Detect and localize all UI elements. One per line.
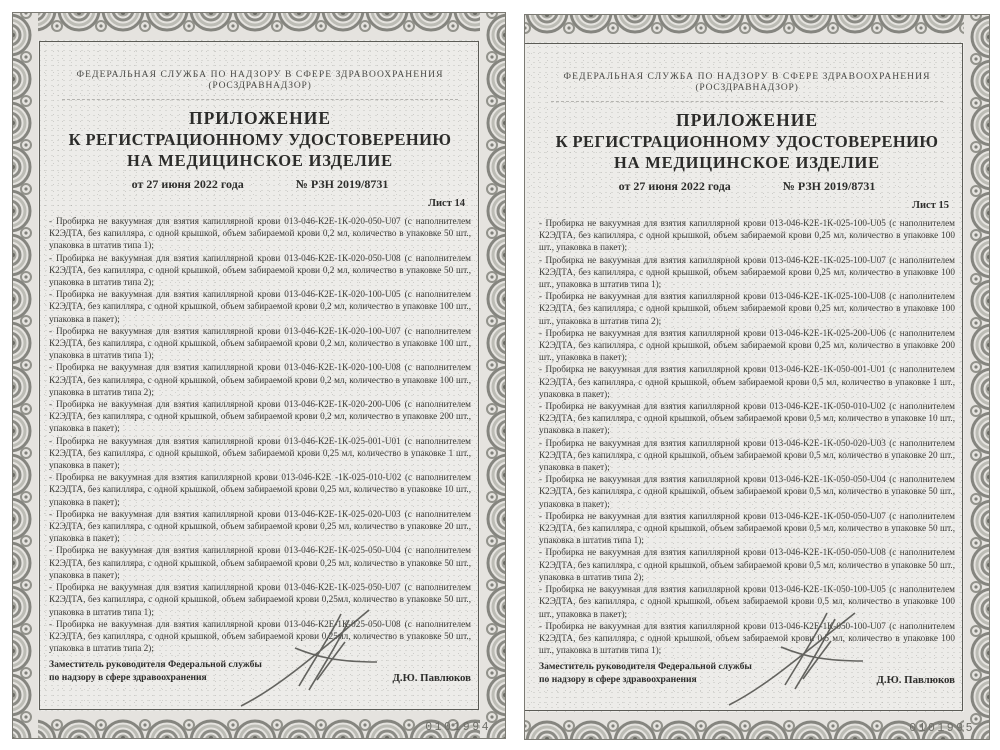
- signature-role-line1: Заместитель руководителя Федеральной службы: [539, 661, 752, 673]
- list-item: - Пробирка не вакуумная для взятия капиллярной крови 013-046-К2Е-1К-050-100-U05 (с наполнителем К2ЭДТА, без капилляра, с одной крышкой, объем забираемой крови 0,5 мл, количество в упаковке 100 шт., упаковка в пакет);: [539, 584, 955, 619]
- certificate-page-14: [12, 12, 506, 739]
- list-item: - Пробирка не вакуумная для взятия капиллярной крови 013-046-К2Е-1К-025-100-U08 (с наполнителем К2ЭДТА, без капилляра, с одной крышкой, объем забираемой крови 0,25 мл, количество в упаковке 100 шт., упаковка в штатив типа 2);: [539, 291, 955, 326]
- items-list: [49, 215, 471, 654]
- list-item: - Пробирка не вакуумная для взятия капиллярной крови 013-046-К2Е-1К-020-100-U05 (с наполнителем К2ЭДТА, без капилляра, с одной крышкой, объем забираемой крови 0,2 мл, количество в упаковке 100 шт., упаковка в пакет);: [49, 289, 471, 324]
- registration-number: № РЗН 2019/8731: [782, 179, 876, 193]
- list-item: - Пробирка не вакуумная для взятия капиллярной крови 013-046-К2Е-1К-025-050-U08 (с наполнителем К2ЭДТА, без капилляра, с одной крышкой, объем забираемой крови 0,25мл, количество в упаковке 50 шт., упаковка в штатив типа 2);: [49, 618, 471, 654]
- list-item: - Пробирка не вакуумная для взятия капиллярной крови 013-046-К2Е-1К-020-050-U08 (с наполнителем К2ЭДТА, без капилляра, с одной крышкой, объем забираемой крови 0,2 мл, количество в упаковке 50 шт., упаковка в штатив типа 2);: [49, 252, 471, 288]
- signature-role-line2: по надзору в сфере здравоохранения: [539, 673, 697, 685]
- list-item: - Пробирка не вакуумная для взятия капиллярной крови 013-046-К2Е-1К-025-100-U05 (с наполнителем К2ЭДТА, без капилляра, с одной крышкой, объем забираемой крови 0,25 мл, количество в упаковке 100 шт., упаковка в пакет);: [539, 218, 955, 253]
- divider-line: [62, 99, 459, 100]
- guilloche-border-left: [13, 13, 38, 738]
- signature-role-line1: Заместитель руководителя Федеральной службы: [49, 659, 262, 671]
- list-item: - Пробирка не вакуумная для взятия капиллярной крови 013-046-К2Е-1К-020-200-U06 (с наполнителем К2ЭДТА, без капилляра, с одной крышкой, объем забираемой крови 0,2 мл, количество в упаковке 200 шт., упаковка в пакет);: [49, 399, 471, 434]
- list-item: - Пробирка не вакуумная для взятия капиллярной крови 013-046-К2Е-1К-050-050-U07 (с наполнителем К2ЭДТА, без капилляра, с одной крышкой, объем забираемой крови 0,5 мл, количество в упаковке 50 шт., упаковка в штатив типа 1);: [539, 510, 955, 546]
- issue-date: от 27 июня 2022 года: [618, 179, 731, 193]
- list-item: - Пробирка не вакуумная для взятия капиллярной крови 013-046-К2Е-1К-025-001-U01 (с наполнителем К2ЭДТА, без капилляра, с одной крышкой, объем забираемой крови 0,25 мл, количество в упаковке 1 шт., упаковка в пакет);: [49, 435, 471, 471]
- serial-number: 0101995: [909, 722, 975, 735]
- list-item: - Пробирка не вакуумная для взятия капиллярной крови 013-046-К2Е-1К-025-050-U04 (с наполнителем К2ЭДТА, без капилляра, с одной крышкой, объем забираемой крови 0,25 мл, количество в упаковке 50 шт., упаковка в пакет);: [49, 545, 471, 580]
- doc-title-line2: К РЕГИСТРАЦИОННОМУ УДОСТОВЕРЕНИЮ: [68, 130, 452, 149]
- list-item: - Пробирка не вакуумная для взятия капиллярной крови 013-046-К2Е-1К-020-050-U07 (с наполнителем К2ЭДТА, без капилляра, с одной крышкой, объем забираемой крови 0,2 мл, количество в упаковке 50 шт., упаковка в штатив типа 1);: [49, 216, 471, 251]
- list-item: - Пробирка не вакуумная для взятия капиллярной крови 013-046-К2Е-1К-020-100-U08 (с наполнителем К2ЭДТА, без капилляра, с одной крышкой, объем забираемой крови 0,2 мл, количество в упаковке 100 шт., упаковка в штатив типа 2);: [49, 362, 471, 397]
- list-item: - Пробирка не вакуумная для взятия капиллярной крови 013-046-К2Е-1К-020-100-U07 (с наполнителем К2ЭДТА, без капилляра, с одной крышкой, объем забираемой крови 0,2 мл, количество в упаковке 100 шт., упаковка в штатив типа 1);: [49, 325, 471, 361]
- signature-role-line2: по надзору в сфере здравоохранения: [49, 671, 207, 683]
- list-item: - Пробирка не вакуумная для взятия капиллярной крови 013-046-К2Е-1К-025-050-U07 (с наполнителем К2ЭДТА, без капилляра, с одной крышкой, объем забираемой крови 0,25мл, количество в упаковке 50 шт., упаковка в штатив типа 1);: [49, 582, 471, 617]
- list-item: - Пробирка не вакуумная для взятия капиллярной крови 013-046-К2Е-1К-050-001-U01 (с наполнителем К2ЭДТА, без капилляра, с одной крышкой, объем забираемой крови 0,5 мл, количество в упаковке 1 шт., упаковка в пакет);: [539, 364, 955, 399]
- certificate-page-15: [524, 14, 990, 740]
- registration-number: № РЗН 2019/8731: [295, 177, 389, 191]
- signatory-name: Д.Ю. Павлюков: [876, 674, 955, 687]
- list-item: - Пробирка не вакуумная для взятия капиллярной крови 013-046-К2Е-1К-025-200-U06 (с наполнителем К2ЭДТА, без капилляра, с одной крышкой, объем забираемой крови 0,25 мл, количество в упаковке 200 шт., упаковка в пакет);: [539, 327, 955, 363]
- divider-line: [551, 101, 942, 102]
- guilloche-border-top: [13, 13, 505, 40]
- list-item: - Пробирка не вакуумная для взятия капиллярной крови 013-046-К2Е-1К-050-010-U02 (с наполнителем К2ЭДТА, без капилляра, с одной крышкой, объем забираемой крови 0,5 мл, количество в упаковке 10 шт., упаковка в пакет);: [539, 401, 955, 436]
- agency-short-name: (РОСЗДРАВНАДЗОР): [208, 81, 312, 91]
- doc-title-line1: ПРИЛОЖЕНИЕ: [188, 108, 331, 128]
- doc-title-line3: НА МЕДИЦИНСКОЕ ИЗДЕЛИЕ: [614, 153, 880, 172]
- guilloche-border-right: [480, 13, 505, 738]
- doc-title-line3: НА МЕДИЦИНСКОЕ ИЗДЕЛИЕ: [127, 151, 393, 170]
- items-list: [539, 217, 955, 656]
- sheet-number: Лист 15: [912, 200, 949, 211]
- list-item: - Пробирка не вакуумная для взятия капиллярной крови 013-046-К2Е-1К-050-050-U08 (с наполнителем К2ЭДТА, без капилляра, с одной крышкой, объем забираемой крови 0,5 мл, количество в упаковке 50 шт., упаковка в штатив типа 2);: [539, 547, 955, 582]
- doc-title-line2: К РЕГИСТРАЦИОННОМУ УДОСТОВЕРЕНИЮ: [555, 132, 939, 151]
- list-item: - Пробирка не вакуумная для взятия капиллярной крови 013-046-К2Е-1К-025-020-U03 (с наполнителем К2ЭДТА, без капилляра, с одной крышкой, объем забираемой крови 0,25 мл, количество в упаковке 20 шт., упаковка в пакет);: [49, 508, 471, 544]
- serial-number: 0101994: [425, 721, 491, 734]
- list-item: - Пробирка не вакуумная для взятия капиллярной крови 013-046-К2Е-1К-050-100-U07 (с наполнителем К2ЭДТА, без капилляра, с одной крышкой, объем забираемой крови 0,5 мл, количество в упаковке 100 шт., упаковка в штатив типа 1);: [539, 620, 955, 656]
- guilloche-border-top: [525, 15, 989, 42]
- list-item: - Пробирка не вакуумная для взятия капиллярной крови 013-046-К2Е-1К-050-050-U04 (с наполнителем К2ЭДТА, без капилляра, с одной крышкой, объем забираемой крови 0,5 мл, количество в упаковке 50 шт., упаковка в пакет);: [539, 474, 955, 509]
- agency-name: ФЕДЕРАЛЬНАЯ СЛУЖБА ПО НАДЗОРУ В СФЕРЕ ЗДРАВООХРАНЕНИЯ: [76, 70, 444, 80]
- list-item: - Пробирка не вакуумная для взятия капиллярной крови 013-046-К2Е -1К-025-010-U02 (с наполнителем К2ЭДТА, без капилляра, с одной крышкой, объем забираемой крови 0,25 мл, количество в упаковке 10 шт., упаковка в пакет);: [49, 472, 471, 507]
- doc-title-line1: ПРИЛОЖЕНИЕ: [675, 110, 818, 130]
- guilloche-border-right: [964, 15, 989, 739]
- agency-short-name: (РОСЗДРАВНАДЗОР): [695, 83, 799, 93]
- agency-name: ФЕДЕРАЛЬНАЯ СЛУЖБА ПО НАДЗОРУ В СФЕРЕ ЗДРАВООХРАНЕНИЯ: [563, 72, 931, 82]
- list-item: - Пробирка не вакуумная для взятия капиллярной крови 013-046-К2Е-1К-050-020-U03 (с наполнителем К2ЭДТА, без капилляра, с одной крышкой, объем забираемой крови 0,5 мл, количество в упаковке 20 шт., упаковка в пакет);: [539, 437, 955, 473]
- signatory-name: Д.Ю. Павлюков: [392, 672, 471, 685]
- issue-date: от 27 июня 2022 года: [131, 177, 244, 191]
- list-item: - Пробирка не вакуумная для взятия капиллярной крови 013-046-К2Е-1К-025-100-U07 (с наполнителем К2ЭДТА, без капилляра, с одной крышкой, объем забираемой крови 0,25 мл, количество в упаковке 100 шт., упаковка в штатив типа 1);: [539, 254, 955, 290]
- sheet-number: Лист 14: [428, 198, 465, 209]
